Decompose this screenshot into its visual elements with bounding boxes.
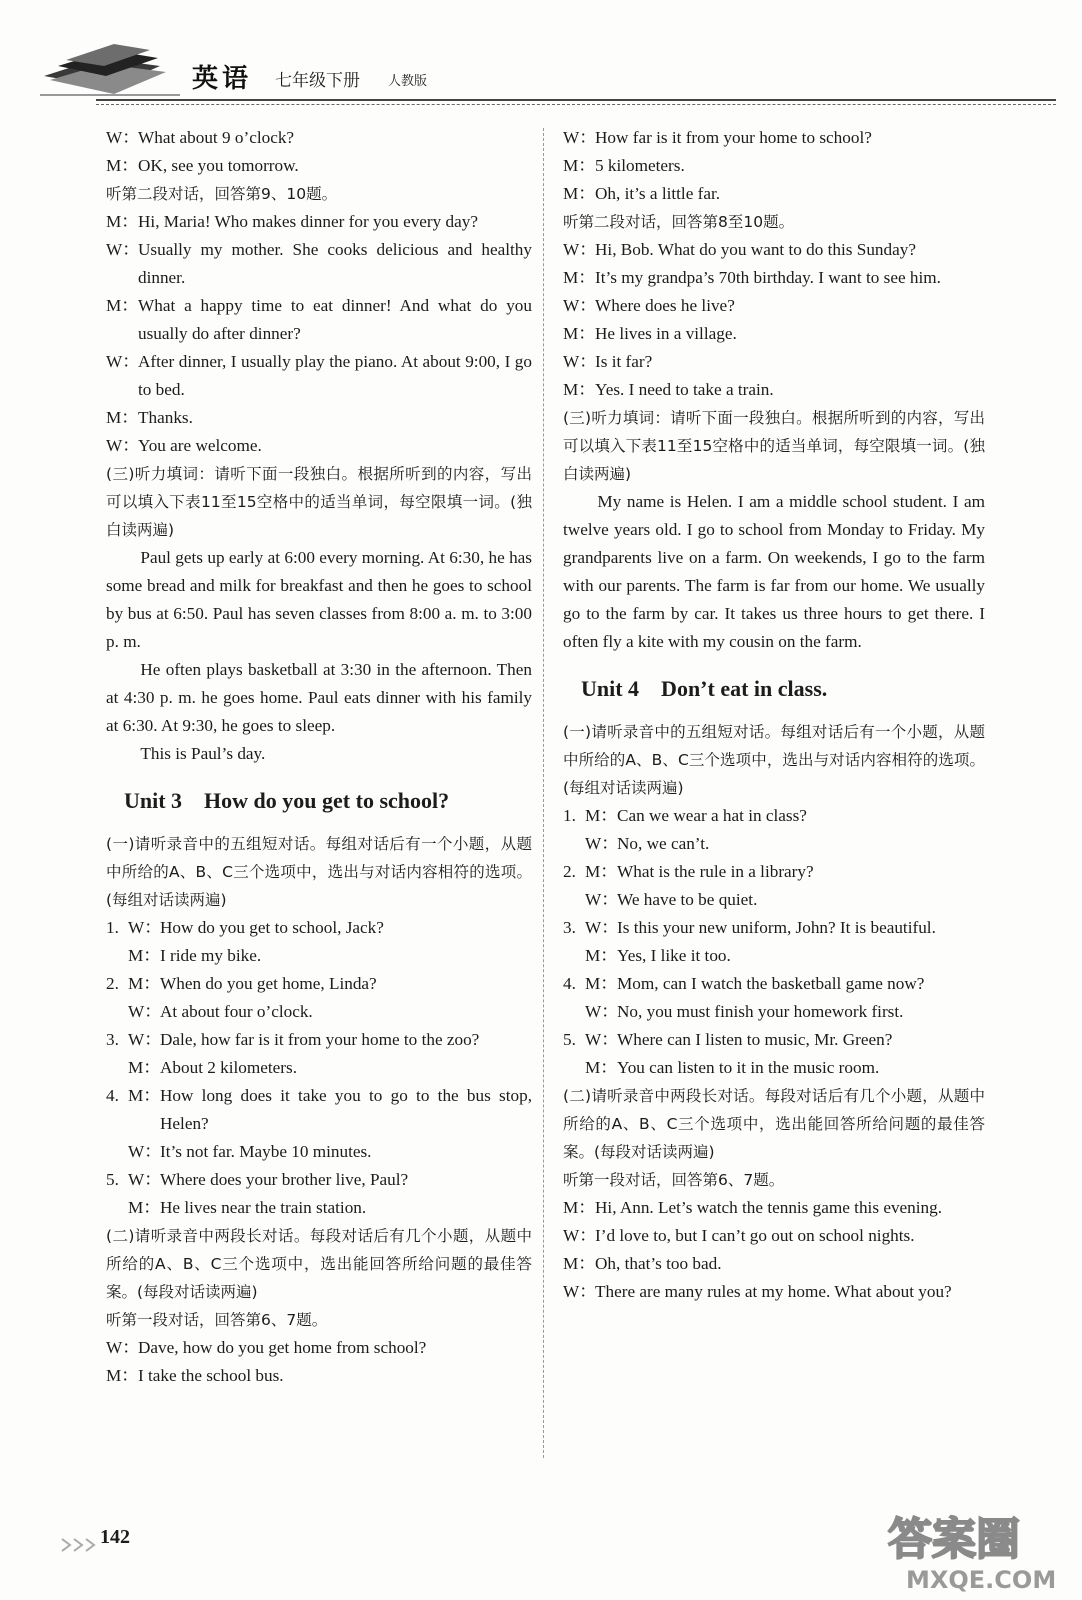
dialogue-text: You are welcome.: [138, 436, 262, 455]
speaker-label: W：: [106, 240, 140, 259]
speaker-label: M：: [563, 184, 596, 203]
question-line: [563, 858, 985, 886]
dialogue-text: About 2 kilometers.: [160, 1058, 298, 1077]
question-reply-line: [563, 830, 985, 858]
dialogue-line: [563, 376, 985, 404]
page-arrows-icon: [58, 1535, 102, 1555]
question-number: 3.: [106, 1030, 119, 1049]
dialogue-text: How long does it take you to go to the bus stop, Helen?: [160, 1086, 532, 1133]
speaker-label: M：: [585, 806, 618, 825]
question-line: [106, 1026, 532, 1054]
dialogue-line: [563, 292, 985, 320]
dialogue-text: OK, see you tomorrow.: [138, 156, 299, 175]
speaker-label: M：: [128, 1086, 161, 1105]
speaker-label: M：: [563, 1198, 596, 1217]
dialogue-line: [563, 320, 985, 348]
question-reply-line: [106, 998, 532, 1026]
question-number: 2.: [106, 974, 119, 993]
dialogue-text: Hi, Maria! Who makes dinner for you every day?: [138, 212, 478, 231]
question-number: 1.: [106, 918, 119, 937]
question-reply-line: [563, 1054, 985, 1082]
speaker-label: M：: [585, 862, 618, 881]
question-reply-line: [106, 942, 532, 970]
question-reply-line: [106, 1138, 532, 1166]
question-line: [106, 914, 532, 942]
dialogue-text: When do you get home, Linda?: [160, 974, 377, 993]
monologue-paragraph: My name is Helen. I am a middle school student. I am twelve years old. I go to school from Monday to Friday. My grandparents live on a farm. On weekends, I go to the farm with our parents. The farm is far from our home. We usually go to the farm by car. It takes us three hours to get there. I often fly a kite with my cousin on the farm.: [563, 492, 985, 651]
dialogue-line: [563, 1222, 985, 1250]
speaker-label: W：: [106, 1338, 140, 1357]
dialogue-line: [563, 1250, 985, 1278]
speaker-label: M：: [128, 1198, 161, 1217]
question-indent: [106, 998, 128, 1026]
question-line: [106, 1082, 532, 1138]
question-indent: [563, 886, 585, 914]
dialogue-text: How do you get to school, Jack?: [160, 918, 384, 937]
dialogue-line: [106, 236, 532, 292]
question-number: 4.: [563, 974, 576, 993]
speaker-label: W：: [128, 918, 162, 937]
instruction-text: (一)请听录音中的五组短对话。每组对话后有一个小题，从题中所给的A、B、C三个选项中，选出与对话内容相符的选项。(每组对话读两遍): [106, 835, 532, 909]
watermark-logo: [880, 1502, 1070, 1594]
speaker-label: W：: [585, 834, 619, 853]
speaker-label: M：: [128, 946, 161, 965]
speaker-label: M：: [563, 324, 596, 343]
dialogue-text: Usually my mother. She cooks delicious and healthy dinner.: [138, 240, 532, 287]
question-indent: [106, 1138, 128, 1166]
dialogue-line: [563, 180, 985, 208]
dialogue-text: Where does your brother live, Paul?: [160, 1170, 409, 1189]
instruction-text: 听第一段对话，回答第6、7题。: [563, 1171, 785, 1189]
speaker-label: W：: [106, 352, 140, 371]
dialogue-line: [563, 348, 985, 376]
header-grade: 七年级下册: [275, 71, 360, 91]
header-rule-dashed: [96, 104, 1056, 105]
dialogue-text: Dale, how far is it from your home to the zoo?: [160, 1030, 480, 1049]
dialogue-text: What about 9 o’clock?: [138, 128, 295, 147]
question-number: 4.: [106, 1086, 119, 1105]
question-reply-line: [106, 1194, 532, 1222]
dialogue-text: No, we can’t.: [617, 834, 710, 853]
dialogue-text: You can listen to it in the music room.: [617, 1058, 880, 1077]
speaker-label: W：: [563, 128, 597, 147]
dialogue-text: At about four o’clock.: [160, 1002, 313, 1021]
svg-text:MXQE.COM: MXQE.COM: [906, 1566, 1057, 1594]
unit-heading: Unit 3 How do you get to school?: [124, 788, 450, 813]
question-number: 5.: [563, 1030, 576, 1049]
dialogue-line: [106, 1362, 532, 1390]
dialogue-text: Dave, how do you get home from school?: [138, 1338, 427, 1357]
instruction-text: (二)请听录音中两段长对话。每段对话后有几个小题，从题中所给的A、B、C三个选项中，选出能回答所给问题的最佳答案。(每段对话读两遍): [106, 1227, 532, 1301]
dialogue-text: Thanks.: [138, 408, 193, 427]
dialogue-text: After dinner, I usually play the piano. At about 9:00, I go to bed.: [138, 352, 532, 399]
question-number: 1.: [563, 806, 576, 825]
speaker-label: M：: [128, 1058, 161, 1077]
dialogue-line: [563, 1194, 985, 1222]
speaker-label: M：: [563, 268, 596, 287]
speaker-label: W：: [585, 890, 619, 909]
question-indent: [563, 1054, 585, 1082]
question-reply-line: [563, 942, 985, 970]
dialogue-line: [106, 292, 532, 348]
monologue-paragraph: Paul gets up early at 6:00 every morning. At 6:30, he has some bread and milk for breakfast and then he goes to school by bus at 6:50. Paul has seven classes from 8:00 a. m. to 3:00 p. m.: [106, 548, 532, 651]
question-reply-line: [106, 1054, 532, 1082]
dialogue-line: [563, 236, 985, 264]
books-emblem-icon: [40, 36, 180, 98]
question-line: [106, 1166, 532, 1194]
dialogue-text: What is the rule in a library?: [617, 862, 814, 881]
dialogue-line: [106, 404, 532, 432]
speaker-label: M：: [563, 156, 596, 175]
dialogue-text: Oh, it’s a little far.: [595, 184, 721, 203]
header-edition: 人教版: [388, 74, 428, 89]
dialogue-line: [563, 1278, 985, 1306]
instruction-text: 听第二段对话，回答第8至10题。: [563, 213, 795, 231]
monologue-paragraph: He often plays basketball at 3:30 in the afternoon. Then at 4:30 p. m. he goes home. Paul eats dinner with his family at 6:30. At 9:30, he goes to sleep.: [106, 660, 532, 735]
speaker-label: W：: [128, 1002, 162, 1021]
question-indent: [106, 1194, 128, 1222]
speaker-label: W：: [128, 1030, 162, 1049]
question-number: 3.: [563, 918, 576, 937]
instruction-text: (二)请听录音中两段长对话。每段对话后有几个小题，从题中所给的A、B、C三个选项中，选出能回答所给问题的最佳答案。(每段对话读两遍): [563, 1087, 985, 1161]
question-reply-line: [563, 998, 985, 1026]
dialogue-text: Is it far?: [595, 352, 653, 371]
dialogue-line: [563, 264, 985, 292]
question-indent: [563, 998, 585, 1026]
dialogue-line: [106, 348, 532, 404]
instruction-text: (三)听力填词：请听下面一段独白。根据所听到的内容，写出可以填入下表11至15空格中的适当单词，每空限填一词。(独白读两遍): [106, 465, 532, 539]
dialogue-text: Can we wear a hat in class?: [617, 806, 807, 825]
dialogue-text: I ride my bike.: [160, 946, 262, 965]
dialogue-line: [106, 124, 532, 152]
dialogue-text: 5 kilometers.: [595, 156, 685, 175]
dialogue-text: No, you must finish your homework first.: [617, 1002, 904, 1021]
dialogue-text: Where can I listen to music, Mr. Green?: [617, 1030, 893, 1049]
dialogue-text: It’s not far. Maybe 10 minutes.: [160, 1142, 372, 1161]
question-indent: [106, 1054, 128, 1082]
speaker-label: W：: [585, 1030, 619, 1049]
dialogue-text: We have to be quiet.: [617, 890, 758, 909]
question-indent: [563, 830, 585, 858]
left-column: [106, 124, 532, 1390]
speaker-label: W：: [563, 240, 597, 259]
speaker-label: M：: [585, 946, 618, 965]
question-indent: [563, 942, 585, 970]
dialogue-text: Mom, can I watch the basketball game now?: [617, 974, 925, 993]
speaker-label: M：: [106, 296, 139, 315]
dialogue-text: I’d love to, but I can’t go out on school nights.: [595, 1226, 915, 1245]
speaker-label: W：: [563, 1282, 597, 1301]
question-line: [563, 914, 985, 942]
speaker-label: W：: [106, 436, 140, 455]
speaker-label: M：: [128, 974, 161, 993]
question-line: [563, 970, 985, 998]
instruction-text: (三)听力填词：请听下面一段独白。根据所听到的内容，写出可以填入下表11至15空格中的适当单词，每空限填一词。(独白读两遍): [563, 409, 985, 483]
dialogue-text: I take the school bus.: [138, 1366, 284, 1385]
question-line: [563, 1026, 985, 1054]
instruction-text: (一)请听录音中的五组短对话。每组对话后有一个小题，从题中所给的A、B、C三个选项中，选出与对话内容相符的选项。(每组对话读两遍): [563, 723, 985, 797]
dialogue-text: Is this your new uniform, John? It is beautiful.: [617, 918, 936, 937]
page-number: 142: [100, 1526, 130, 1548]
speaker-label: M：: [106, 212, 139, 231]
instruction-text: 听第一段对话，回答第6、7题。: [106, 1311, 328, 1329]
speaker-label: W：: [128, 1170, 162, 1189]
monologue-paragraph: This is Paul’s day.: [140, 744, 266, 763]
dialogue-text: He lives in a village.: [595, 324, 737, 343]
question-indent: [106, 942, 128, 970]
speaker-label: W：: [128, 1142, 162, 1161]
dialogue-text: What a happy time to eat dinner! And what do you usually do after dinner?: [138, 296, 532, 343]
speaker-label: M：: [106, 1366, 139, 1385]
speaker-label: W：: [585, 918, 619, 937]
column-divider: [543, 128, 544, 1458]
speaker-label: M：: [585, 974, 618, 993]
instruction-text: 听第二段对话，回答第9、10题。: [106, 185, 338, 203]
speaker-label: M：: [563, 380, 596, 399]
header-rule: [96, 99, 1056, 101]
speaker-label: W：: [585, 1002, 619, 1021]
dialogue-line: [563, 124, 985, 152]
question-reply-line: [563, 886, 985, 914]
svg-text:答案圈: 答案圈: [888, 1514, 1020, 1565]
dialogue-text: It’s my grandpa’s 70th birthday. I want to see him.: [595, 268, 941, 287]
dialogue-text: Hi, Ann. Let’s watch the tennis game this evening.: [595, 1198, 943, 1217]
speaker-label: W：: [106, 128, 140, 147]
dialogue-text: Yes, I like it too.: [617, 946, 731, 965]
dialogue-line: [106, 1334, 532, 1362]
speaker-label: W：: [563, 1226, 597, 1245]
speaker-label: W：: [563, 352, 597, 371]
question-number: 5.: [106, 1170, 119, 1189]
question-line: [106, 970, 532, 998]
question-line: [563, 802, 985, 830]
header-subject: 英语: [192, 64, 253, 94]
dialogue-text: How far is it from your home to school?: [595, 128, 872, 147]
dialogue-text: He lives near the train station.: [160, 1198, 367, 1217]
dialogue-text: Oh, that’s too bad.: [595, 1254, 722, 1273]
speaker-label: M：: [106, 156, 139, 175]
unit-heading: Unit 4 Don’t eat in class.: [581, 676, 828, 701]
page-header: [0, 0, 1082, 110]
dialogue-line: [563, 152, 985, 180]
question-number: 2.: [563, 862, 576, 881]
speaker-label: M：: [585, 1058, 618, 1077]
dialogue-text: Where does he live?: [595, 296, 735, 315]
dialogue-line: [106, 208, 532, 236]
dialogue-text: There are many rules at my home. What about you?: [595, 1282, 952, 1301]
dialogue-line: [106, 432, 532, 460]
speaker-label: M：: [106, 408, 139, 427]
dialogue-line: [106, 152, 532, 180]
dialogue-text: Yes. I need to take a train.: [595, 380, 774, 399]
right-column: [563, 124, 985, 1306]
speaker-label: W：: [563, 296, 597, 315]
speaker-label: M：: [563, 1254, 596, 1273]
dialogue-text: Hi, Bob. What do you want to do this Sunday?: [595, 240, 916, 259]
